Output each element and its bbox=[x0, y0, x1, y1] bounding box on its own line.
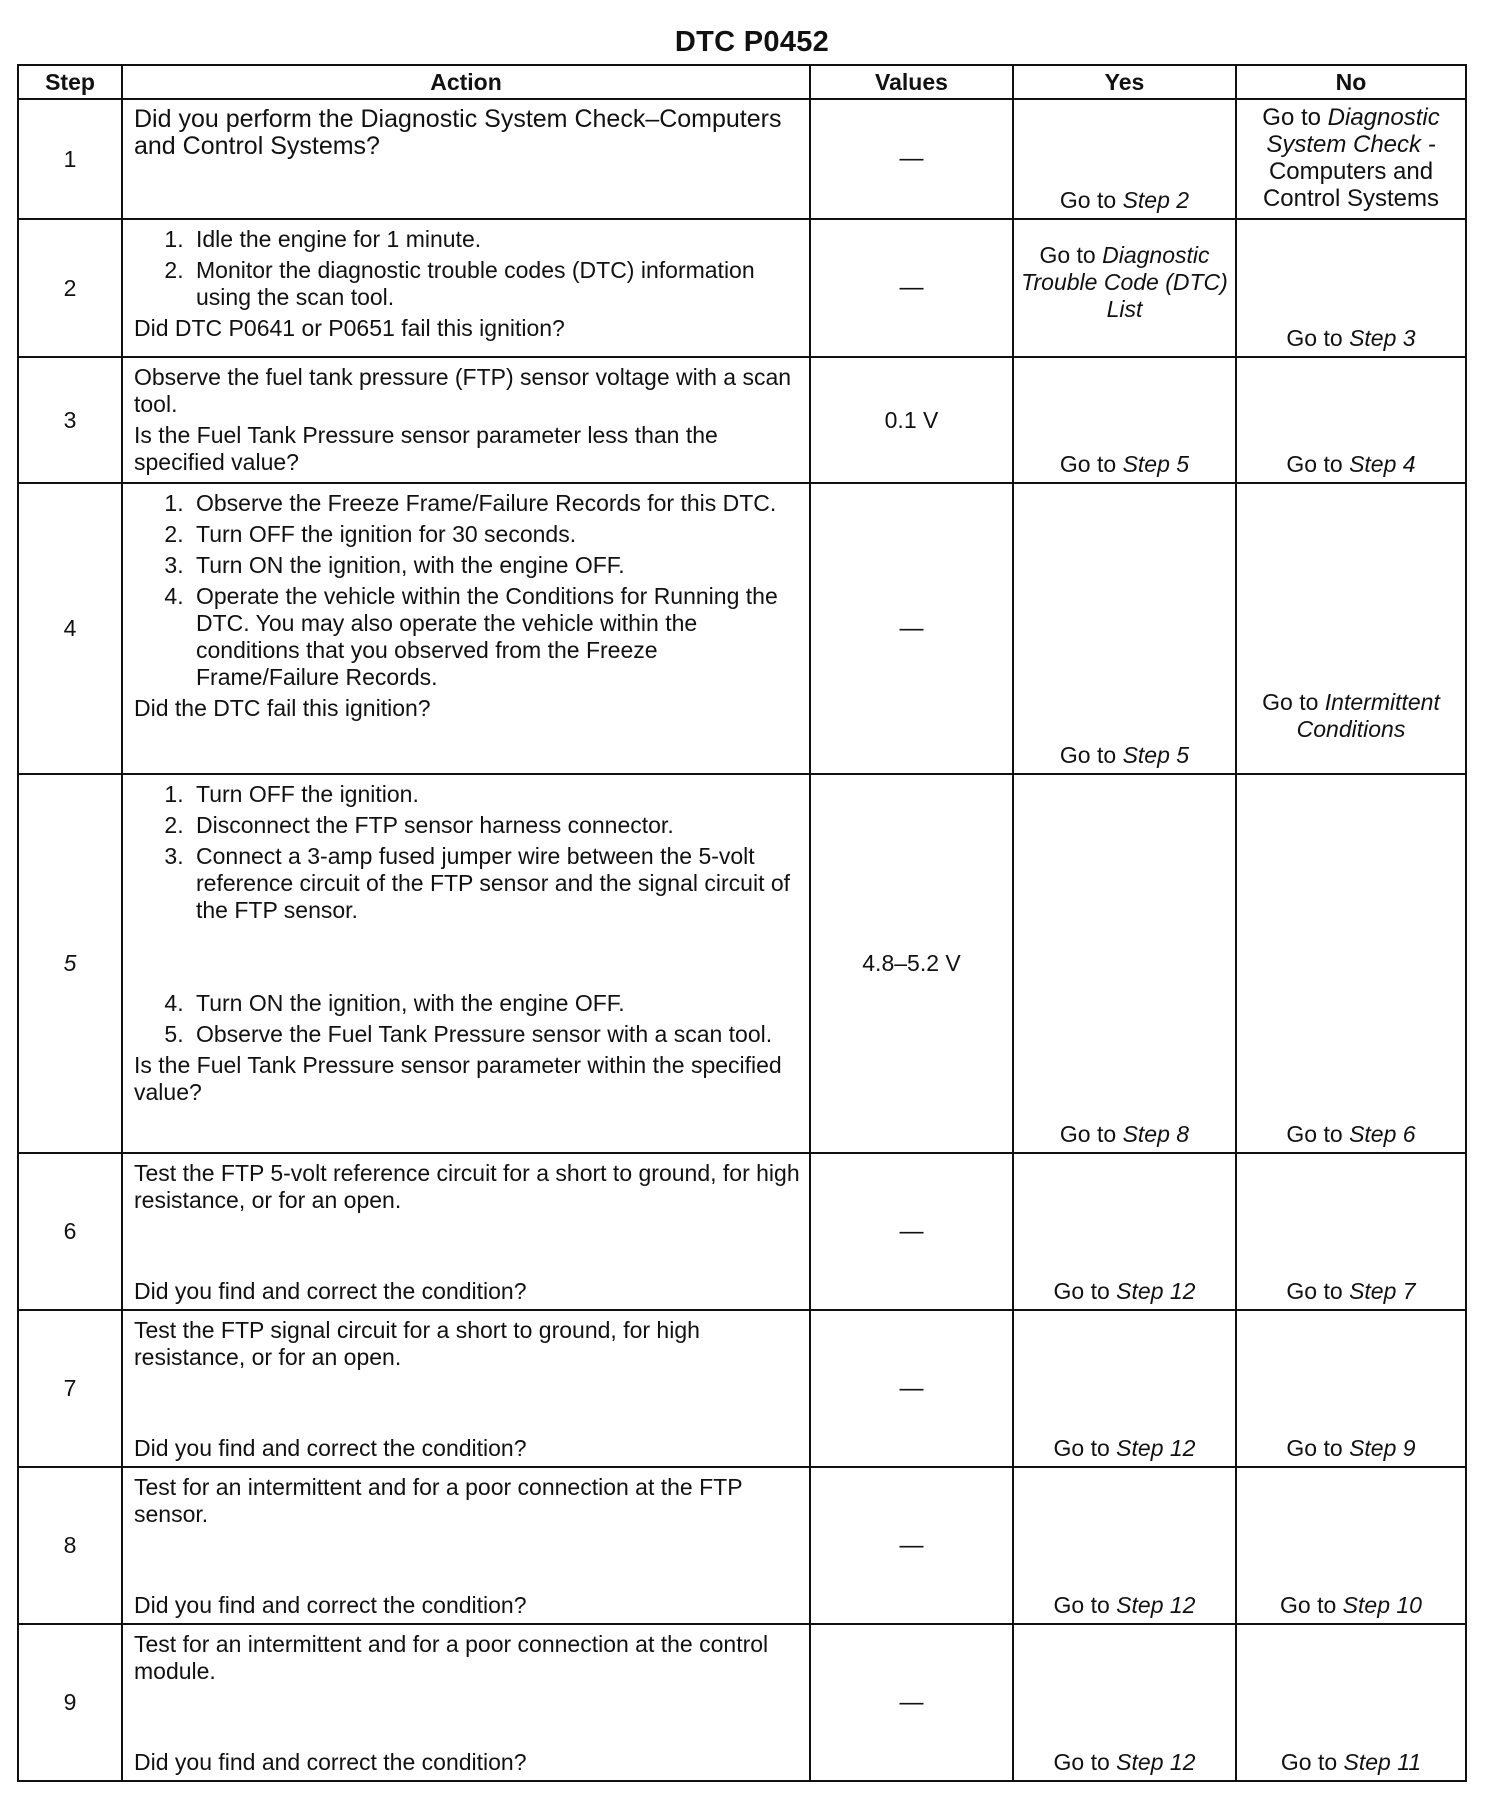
no-cell bbox=[1236, 774, 1466, 1153]
header-row bbox=[18, 65, 1466, 99]
action-question: Did the DTC fail this ignition? bbox=[134, 695, 431, 721]
page-title: DTC P0452 bbox=[674, 26, 830, 58]
yes-cell bbox=[1013, 1153, 1236, 1310]
yes-prefix: Go to bbox=[1053, 1435, 1117, 1461]
yes-link[interactable]: Diagnostic Trouble Code (DTC) List bbox=[1021, 242, 1228, 322]
step-number: 3 bbox=[18, 357, 122, 483]
yes-prefix: Go to bbox=[1053, 1749, 1117, 1775]
action-cell bbox=[122, 1624, 810, 1781]
no-prefix: Go to bbox=[1286, 1435, 1350, 1461]
action-item: 2. Monitor the diagnostic trouble codes (DTC) information using the scan tool. bbox=[190, 257, 801, 311]
yes-prefix: Go to bbox=[1059, 742, 1123, 768]
yes-link[interactable]: Step 5 bbox=[1122, 742, 1190, 768]
yes-link[interactable]: Step 12 bbox=[1116, 1749, 1196, 1775]
action-list bbox=[134, 226, 801, 311]
no-cell bbox=[1236, 1624, 1466, 1781]
table-row bbox=[18, 774, 1466, 1153]
yes-prefix: Go to bbox=[1053, 1592, 1117, 1618]
no-link[interactable]: Step 4 bbox=[1349, 451, 1416, 477]
no-cell bbox=[1236, 219, 1466, 357]
yes-cell bbox=[1013, 1310, 1236, 1467]
no-prefix: Go to bbox=[1262, 104, 1328, 131]
action-question: Is the Fuel Tank Pressure sensor parameter less than the specified value? bbox=[134, 422, 718, 475]
table-row bbox=[18, 357, 1466, 483]
action-item: 1. Idle the engine for 1 minute. bbox=[190, 226, 801, 253]
action-text: Test the FTP signal circuit for a short to ground, for high resistance, or for an open. bbox=[134, 1317, 700, 1370]
step-number: 7 bbox=[18, 1310, 122, 1467]
no-link[interactable]: Step 11 bbox=[1343, 1749, 1422, 1775]
yes-link[interactable]: Step 5 bbox=[1122, 451, 1190, 477]
no-cell bbox=[1236, 1153, 1466, 1310]
no-prefix: Go to bbox=[1280, 1592, 1343, 1618]
yes-cell bbox=[1013, 357, 1236, 483]
yes-link[interactable]: Step 8 bbox=[1122, 1121, 1190, 1147]
no-link[interactable]: Step 9 bbox=[1349, 1435, 1416, 1461]
value-cell: — bbox=[810, 1310, 1013, 1467]
yes-prefix: Go to bbox=[1059, 1121, 1123, 1147]
header-yes: Yes bbox=[1013, 65, 1236, 99]
value-cell: 4.8–5.2 V bbox=[810, 774, 1013, 1153]
no-prefix: Go to bbox=[1286, 1121, 1350, 1147]
header-no: No bbox=[1236, 65, 1466, 99]
action-item: 3. Turn ON the ignition, with the engine OFF. bbox=[190, 552, 801, 579]
yes-cell bbox=[1013, 1624, 1236, 1781]
yes-cell bbox=[1013, 774, 1236, 1153]
action-text: Test for an intermittent and for a poor connection at the FTP sensor. bbox=[134, 1474, 743, 1527]
yes-cell bbox=[1013, 1467, 1236, 1624]
action-text: Did you perform the Diagnostic System Check–Computers and Control Systems? bbox=[134, 105, 782, 160]
table-row bbox=[18, 483, 1466, 774]
no-cell bbox=[1236, 357, 1466, 483]
no-prefix: Go to bbox=[1286, 1278, 1350, 1304]
action-question: Did you find and correct the condition? bbox=[134, 1592, 527, 1618]
no-suffix: Computers and Control Systems bbox=[1262, 158, 1440, 212]
yes-link[interactable]: Step 12 bbox=[1116, 1592, 1196, 1618]
step-number: 1 bbox=[18, 99, 122, 219]
action-cell bbox=[122, 1467, 810, 1624]
action-item: 4. Turn ON the ignition, with the engine OFF. bbox=[190, 990, 801, 1017]
dtc-table bbox=[17, 64, 1467, 1782]
step-number: 9 bbox=[18, 1624, 122, 1781]
yes-cell bbox=[1013, 483, 1236, 774]
no-link[interactable]: Step 10 bbox=[1342, 1592, 1422, 1618]
yes-link[interactable]: Step 2 bbox=[1122, 187, 1190, 213]
table-row bbox=[18, 1467, 1466, 1624]
action-list bbox=[134, 781, 801, 924]
yes-prefix: Go to bbox=[1059, 451, 1123, 477]
table-row bbox=[18, 1153, 1466, 1310]
action-item: 5. Observe the Fuel Tank Pressure sensor with a scan tool. bbox=[190, 1021, 801, 1048]
value-cell: — bbox=[810, 1153, 1013, 1310]
action-question: Did you find and correct the condition? bbox=[134, 1278, 527, 1304]
action-item: 1. Turn OFF the ignition. bbox=[190, 781, 801, 808]
action-question: Did you find and correct the condition? bbox=[134, 1749, 527, 1775]
value-cell: 0.1 V bbox=[810, 357, 1013, 483]
action-cell bbox=[122, 1310, 810, 1467]
no-link[interactable]: Intermittent Conditions bbox=[1296, 689, 1440, 742]
action-item: 3. Connect a 3-amp fused jumper wire between the 5-volt reference circuit of the FTP sensor and the signal circuit of the FTP sensor. bbox=[190, 843, 801, 924]
value-cell: — bbox=[810, 99, 1013, 219]
no-cell bbox=[1236, 483, 1466, 774]
action-question: Did DTC P0641 or P0651 fail this ignition? bbox=[134, 315, 565, 341]
yes-link[interactable]: Step 12 bbox=[1116, 1278, 1196, 1304]
header-values: Values bbox=[810, 65, 1013, 99]
no-link[interactable]: Step 7 bbox=[1349, 1278, 1416, 1304]
step-number: 4 bbox=[18, 483, 122, 774]
yes-prefix: Go to bbox=[1039, 242, 1103, 268]
value-cell: — bbox=[810, 483, 1013, 774]
no-prefix: Go to bbox=[1280, 1749, 1344, 1775]
action-cell bbox=[122, 219, 810, 357]
table-row bbox=[18, 1624, 1466, 1781]
action-list-continued bbox=[134, 990, 801, 1048]
action-cell bbox=[122, 99, 810, 219]
yes-cell bbox=[1013, 219, 1236, 357]
step-number: 8 bbox=[18, 1467, 122, 1624]
no-prefix: Go to bbox=[1286, 451, 1350, 477]
action-cell bbox=[122, 357, 810, 483]
action-item: 1. Observe the Freeze Frame/Failure Records for this DTC. bbox=[190, 490, 801, 517]
action-question: Did you find and correct the condition? bbox=[134, 1435, 527, 1461]
value-cell: — bbox=[810, 1624, 1013, 1781]
yes-link[interactable]: Step 12 bbox=[1116, 1435, 1196, 1461]
yes-prefix: Go to bbox=[1059, 187, 1123, 213]
no-cell bbox=[1236, 99, 1466, 219]
no-prefix: Go to bbox=[1262, 689, 1325, 715]
action-item: 2. Disconnect the FTP sensor harness connector. bbox=[190, 812, 801, 839]
yes-prefix: Go to bbox=[1053, 1278, 1117, 1304]
value-cell: — bbox=[810, 1467, 1013, 1624]
no-link[interactable]: Step 6 bbox=[1349, 1121, 1416, 1147]
yes-cell bbox=[1013, 99, 1236, 219]
step-number: 6 bbox=[18, 1153, 122, 1310]
action-cell bbox=[122, 483, 810, 774]
no-link[interactable]: Step 3 bbox=[1349, 325, 1416, 351]
action-cell bbox=[122, 774, 810, 1153]
no-prefix: Go to bbox=[1286, 325, 1350, 351]
action-list bbox=[134, 490, 801, 691]
action-question: Is the Fuel Tank Pressure sensor parameter within the specified value? bbox=[134, 1052, 782, 1105]
value-cell: — bbox=[810, 219, 1013, 357]
no-cell bbox=[1236, 1467, 1466, 1624]
action-text: Test for an intermittent and for a poor connection at the control module. bbox=[134, 1631, 769, 1684]
action-item: 2. Turn OFF the ignition for 30 seconds. bbox=[190, 521, 801, 548]
header-action: Action bbox=[122, 65, 810, 99]
action-text: Observe the fuel tank pressure (FTP) sensor voltage with a scan tool. bbox=[134, 364, 792, 417]
no-cell bbox=[1236, 1310, 1466, 1467]
table-row bbox=[18, 99, 1466, 219]
no-link[interactable]: Diagnostic System Check - bbox=[1266, 104, 1440, 158]
step-number: 5 bbox=[18, 774, 122, 1153]
step-number: 2 bbox=[18, 219, 122, 357]
table-row bbox=[18, 1310, 1466, 1467]
action-cell bbox=[122, 1153, 810, 1310]
action-item: 4. Operate the vehicle within the Conditions for Running the DTC. You may also operate the vehicle within the conditions that you observed from the Freeze Frame/Failure Records. bbox=[190, 583, 801, 691]
table-row bbox=[18, 219, 1466, 357]
header-step: Step bbox=[18, 65, 122, 99]
action-text: Test the FTP 5-volt reference circuit for a short to ground, for high resistance, or for an open. bbox=[134, 1160, 800, 1213]
